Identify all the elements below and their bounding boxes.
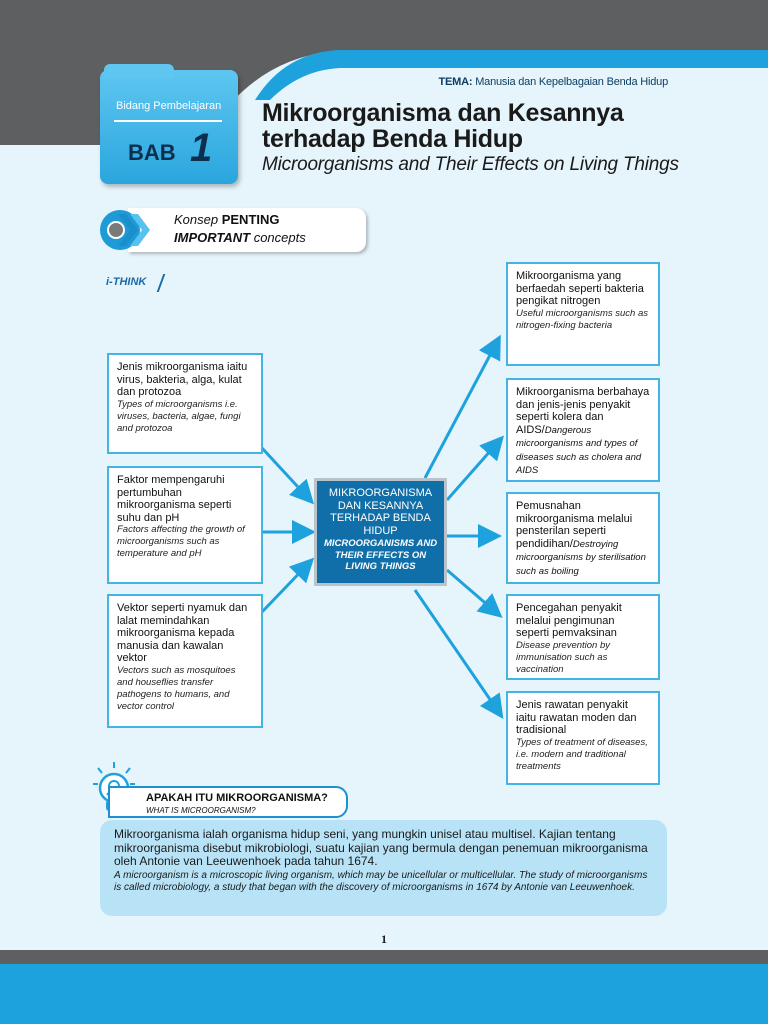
right-box-destroying-ms: Pemusnahan mikroorganisma melalui pensterilan seperti pendidihan/ [516,500,633,550]
definition-ms: Mikroorganisma ialah organisma hidup seni, yang mungkin unisel atau multisel. Kajian tentang mikroorganisma disebut mikrobiologi, suatu kajian yang bermula dengan penemuan mikroorganisma oleh Antonie van Leeuwenhoek pada tahun 1674. [114,827,648,868]
definition-box [100,820,667,916]
right-box-harmful [506,378,660,482]
ithink-label: i-THINK [106,276,147,288]
left-box-factors-ms: Faktor mempengaruhi pertumbuhan mikroorganisma seperti suhu dan pH [117,474,232,524]
chapter-number: 1 [190,126,213,170]
central-topic-box [314,478,447,586]
right-box-useful-ms: Mikroorganisma yang berfaedah seperti bakteria pengikat nitrogen [516,270,644,307]
right-box-destroying-en: Destroying microorganisms by sterilisation such as boiling [516,538,646,577]
page-number: 1 [381,932,387,946]
footer-blue-band [0,964,768,1024]
right-box-treatment-ms: Jenis rawatan penyakit iaitu rawatan moden dan tradisional [516,699,637,736]
what-is-title-ms: APAKAH ITU MIKROORGANISMA? [146,792,328,804]
learning-area-label: Bidang Pembelajaran [116,100,222,112]
left-box-types-ms: Jenis mikroorganisma iaitu virus, bakteria, alga, kulat dan protozoa [117,361,248,398]
left-box-types [107,353,263,454]
theme-text: Manusia dan Kepelbagaian Benda Hidup [475,76,668,88]
arrow-right-4 [447,570,498,614]
chapter-title-english: Microorganisms and Their Effects on Living Things [262,154,679,175]
right-box-treatment-en: Types of treatment of diseases, i.e. modern and traditional treatments [516,736,648,772]
left-box-factors [107,466,263,584]
left-box-vectors-en: Vectors such as mosquitoes and houseflies transfer pathogens to humans, and vector control [117,664,236,712]
arrow-left-1 [262,448,310,500]
arrow-right-2 [447,440,500,500]
concepts-important: IMPORTANT [174,230,251,245]
right-box-prevention-ms: Pencegahan penyakit melalui pengimunan seperti pemvaksinan [516,602,622,639]
left-box-vectors [107,594,263,728]
left-box-types-en: Types of microorganisms i.e. viruses, bacteria, algae, fungi and protozoa [117,398,241,434]
what-is-title-en: WHAT IS MICROORGANISM? [146,806,256,815]
concepts-penting: PENTING [221,212,280,227]
definition-en: A microorganism is a microscopic living organism, which may be unicellular or multicellular. The study of microorganisms is called microbiology, a study that began with the discovery of microorganisms in 1674 by Antonie van Leeuwenhoek. [114,869,648,893]
central-topic-ms: MIKROORGANISMA DAN KESANNYA TERHADAP BENDA HIDUP [328,487,433,537]
concepts-suffix: concepts [253,230,306,245]
arrow-right-5 [415,590,500,714]
right-box-destroying [506,492,660,584]
arrow-left-3 [262,562,310,612]
central-topic-en: MICROORGANISMS AND THEIR EFFECTS ON LIVING THINGS [323,538,438,572]
theme-label: TEMA: [438,76,473,88]
right-box-prevention [506,594,660,680]
left-box-vectors-ms: Vektor seperti nyamuk dan lalat memindahkan mikroorganisma kepada manusia dan kawalan vektor [117,602,248,664]
arrow-right-1 [425,340,498,478]
concepts-prefix: Konsep [174,212,219,227]
chapter-word: BAB [128,140,176,165]
right-box-useful-en: Useful microorganisms such as nitrogen-fixing bacteria [516,307,648,331]
right-box-treatment [506,691,660,785]
footer-gray-band [0,950,768,964]
right-box-harmful-ms: Mikroorganisma berbahaya dan jenis-jenis penyakit seperti kolera dan AIDS/ [516,386,650,436]
what-is-callout [108,786,348,818]
right-box-useful [506,262,660,366]
left-box-factors-en: Factors affecting the growth of microorganisms such as temperature and pH [117,524,245,559]
chapter-title-malay: Mikroorganisma dan Kesannya terhadap Benda Hidup [262,99,624,153]
right-box-harmful-en: Dangerous microorganisms and types of diseases such as cholera and AIDS [516,424,642,476]
right-box-prevention-en: Disease prevention by immunisation such as vaccination [516,639,610,675]
